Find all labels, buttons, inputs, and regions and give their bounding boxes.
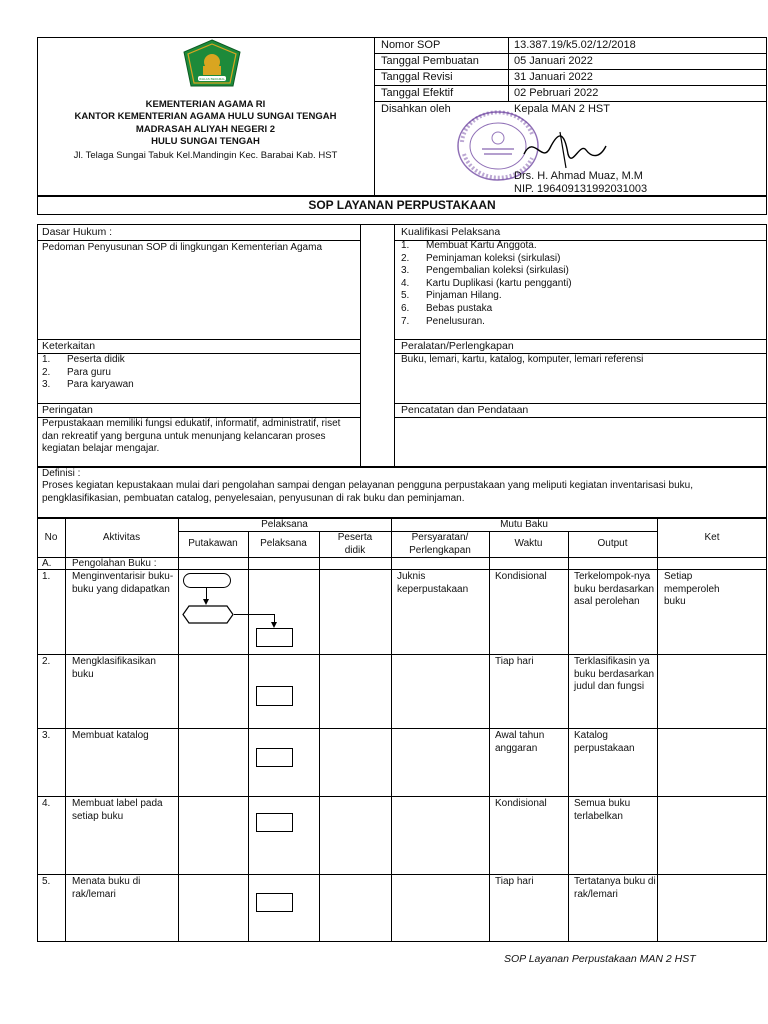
list-item: 1. Peserta didik [42,354,125,365]
list-item: 4. Kartu Duplikasi (kartu pengganti) [401,277,572,289]
list-item: 6. Bebas pustaka [401,302,493,314]
meta-value-revisi: 31 Januari 2022 [514,71,593,83]
th-persyaratan: Persyaratan/ Perlengkapan [409,532,471,556]
peringatan-text: Perpustakaan memiliki fungsi edukatif, informatif, administratif, riset dan rekreatif yang berguna untuk menunjang kelancaran proses kegiatan belajar mengajar. [42,418,341,455]
row4-aktivitas: Membuat label pada setiap buku [72,798,163,822]
peralatan-label: Peralatan/Perlengkapan [401,340,514,352]
info-line [394,417,767,418]
org-address: Jl. Telaga Sungai Tabuk Kel.Mandingin Kec. Barabai Kab. HST [73,150,338,161]
table-row-line [37,728,767,729]
table-col-line [657,518,658,942]
list-item: 3. Pengembalian koleksi (sirkulasi) [401,265,569,277]
row3-output: Katalog perpustakaan [574,730,635,754]
table-col-line [391,518,392,942]
page-footer: SOP Layanan Perpustakaan MAN 2 HST [504,953,696,965]
pencatatan-label: Pencatatan dan Pendataan [401,404,529,416]
row3-aktivitas: Membuat katalog [72,730,149,741]
approved-label: Disahkan oleh [381,103,451,115]
org-line-4: HULU SUNGAI TENGAH [151,136,260,147]
meta-value-efektif: 02 Pebruari 2022 [514,87,599,99]
meta-line [374,85,767,86]
meta-label-efektif: Tanggal Efektif [381,87,454,99]
svg-text:IKHLAS BERAMAL: IKHLAS BERAMAL [199,77,225,81]
meta-col-line [508,37,509,101]
peringatan-label: Peringatan [42,404,93,416]
section-label: Pengolahan Buku : [72,558,157,569]
dasar-hukum-text: Pedoman Penyusunan SOP di lingkungan Kementerian Agama [42,242,323,253]
th-waktu: Waktu [514,538,543,549]
row1-ket: Setiap memperoleh buku [664,571,720,608]
row2-number: 2. [42,656,51,667]
table-row-line [37,874,767,875]
row2-aktivitas: Mengklasifikasikan buku [72,656,156,680]
meta-value-nomor: 13.387.19/k5.02/12/2018 [514,39,636,51]
definisi-label: Definisi : [42,468,81,479]
row1-output: Terkelompok-nya buku berdasarkan asal perolehan [574,571,655,608]
signature [520,124,610,172]
th-output: Output [597,538,628,549]
flow-start-terminator [183,573,231,588]
list-item: 2. Peminjaman koleksi (sirkulasi) [401,252,561,264]
th-no: No [44,532,58,543]
peralatan-text: Buku, lemari, kartu, katalog, komputer, lemari referensi [401,354,644,365]
row1-aktivitas: Menginventarisir buku-buku yang didapatkan [72,571,174,595]
table-row-line [37,654,767,655]
table-col-line [65,518,66,942]
row1-persyaratan: Juknis keperpustakaan [397,571,469,595]
row5-output: Tertatanya buku di rak/lemari [574,876,656,900]
list-item: 7. Penelusuran. [401,315,485,327]
info-col-line [394,224,395,467]
th-pelaksana-sub: Pelaksana [260,538,307,549]
list-item: 5. Pinjaman Hilang. [401,290,502,302]
keterkaitan-label: Keterkaitan [42,340,96,352]
th-mutu-baku: Mutu Baku [500,519,548,530]
th-aktivitas: Aktivitas [102,532,141,543]
flow-preparation-hexagon [182,605,234,624]
meta-line [374,53,767,54]
approved-title: Kepala MAN 2 HST [514,103,610,115]
kualifikasi-label: Kualifikasi Pelaksana [401,226,501,238]
flow-process-4 [256,813,293,832]
th-ket: Ket [704,532,720,543]
row5-waktu: Tiap hari [495,876,534,887]
page-title: SOP LAYANAN PERPUSTAKAAN [308,198,496,212]
org-line-2: KANTOR KEMENTERIAN AGAMA HULU SUNGAI TENGAH [74,111,337,122]
signer-nip: NIP. 196409131992031003 [514,183,648,195]
table-col-line [319,531,320,942]
meta-line [374,101,767,102]
org-line-3: MADRASAH ALIYAH NEGERI 2 [135,124,276,135]
section-number: A. [42,558,52,569]
flow-process-5 [256,893,293,912]
th-putakawan: Putakawan [188,538,238,549]
dasar-hukum-label: Dasar Hukum : [42,226,113,238]
meta-label-nomor: Nomor SOP [381,39,441,51]
row3-number: 3. [42,730,51,741]
flow-process-2 [256,686,293,706]
row4-waktu: Kondisional [495,798,547,809]
meta-label-pembuatan: Tanggal Pembuatan [381,55,479,67]
signer-name: Drs. H. Ahmad Muaz, M.M [514,170,643,182]
list-item: 1. Membuat Kartu Anggota. [401,240,537,251]
flow-connector [234,614,274,615]
kemenag-logo [181,38,243,90]
row1-number: 1. [42,571,51,582]
meta-line [374,69,767,70]
table-row-line [37,796,767,797]
flow-process-3 [256,748,293,767]
meta-value-pembuatan: 05 Januari 2022 [514,55,593,67]
info-line [37,240,360,241]
row5-number: 5. [42,876,51,887]
definisi-text: Proses kegiatan kepustakaan mulai dari pengolahan sampai dengan pelayanan pengguna perpustakaan yang meliputi kegiatan inventarisasi buku, pengklasifikasian, pembuatan catalog, penyelesaian, penyusunan di rak buku dan peminjaman. [42,480,694,504]
meta-label-revisi: Tanggal Revisi [381,71,453,83]
header-divider [374,37,375,196]
flow-process-1 [256,628,293,647]
th-peserta-didik: Peserta didik [337,532,373,556]
table-col-line [568,531,569,942]
row4-number: 4. [42,798,51,809]
row5-aktivitas: Menata buku di rak/lemari [72,876,141,900]
table-col-line [178,518,179,942]
keterkaitan-list [42,354,342,392]
table-col-line [248,531,249,942]
th-pelaksana: Pelaksana [261,519,308,530]
table-col-line [489,531,490,942]
row4-output: Semua buku terlabelkan [574,798,631,822]
list-item: 3. Para karyawan [42,379,134,391]
row3-waktu: Awal tahun anggaran [495,730,545,754]
info-col-line [360,224,361,467]
kualifikasi-list [401,240,761,328]
row1-waktu: Kondisional [495,571,547,582]
row2-waktu: Tiap hari [495,656,534,667]
list-item: 2. Para guru [42,366,111,378]
org-line-1: KEMENTERIAN AGAMA RI [145,99,266,110]
row2-output: Terklasifikasin ya buku berdasarkan judul dan fungsi [574,656,655,693]
